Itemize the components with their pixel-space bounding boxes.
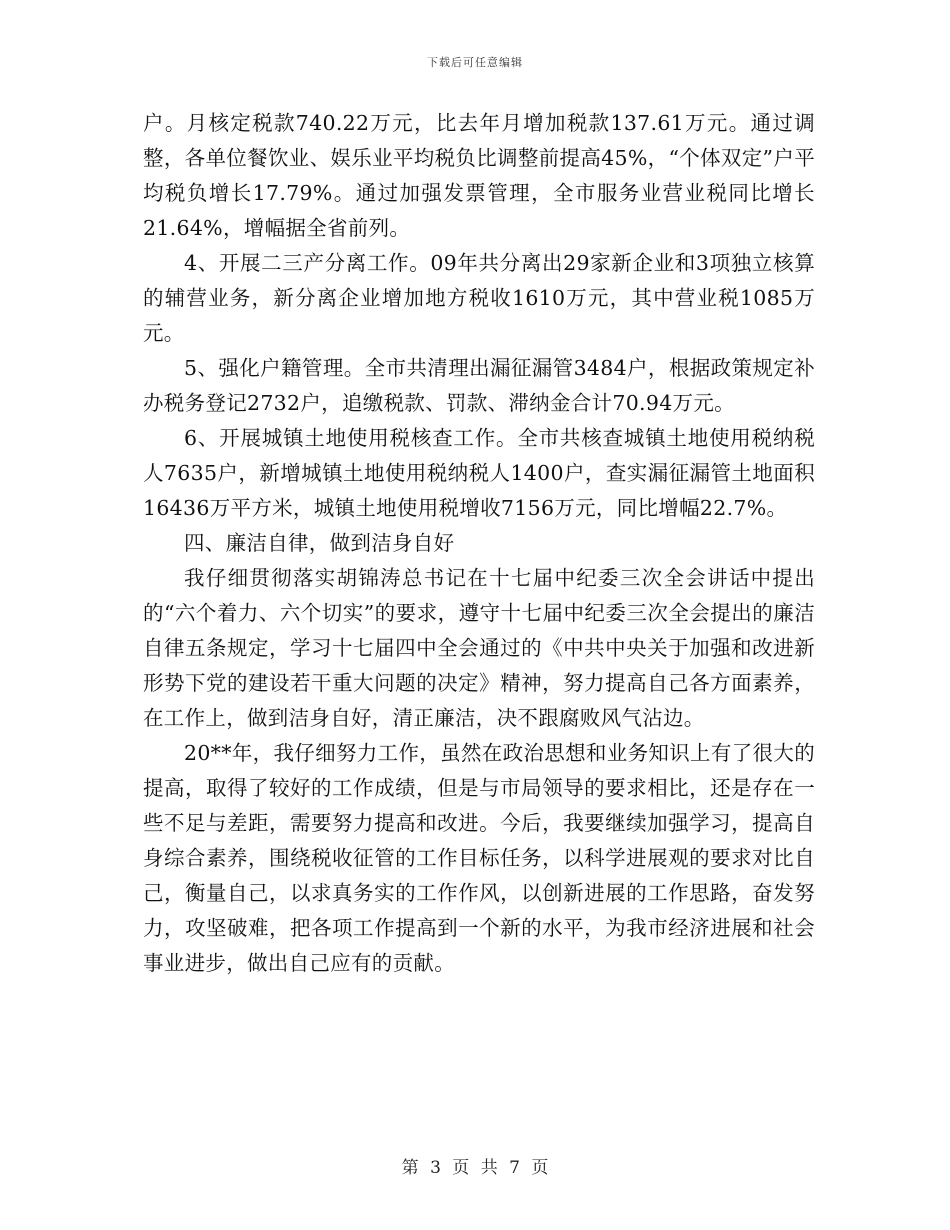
document-body — [143, 106, 815, 981]
paragraph: 6、开展城镇土地使用税核查工作。全市共核查城镇土地使用税纳税人7635户，新增城镇土地使用税纳税人1400户，查实漏征漏管土地面积16436万平方米，城镇土地使用税增收7156万元，同比增幅22.7%。 — [143, 426, 815, 520]
paragraph: 4、开展二三产分离工作。09年共分离出29家新企业和3项独立核算的辅营业务，新分离企业增加地方税收1610万元，其中营业税1085万元。 — [143, 251, 815, 345]
paragraph: 我仔细贯彻落实胡锦涛总书记在十七届中纪委三次全会讲话中提出的“六个着力、六个切实”的要求，遵守十七届中纪委三次全会提出的廉洁自律五条规定，学习十七届四中全会通过的《中共中央关于加强和改进新形势下党的建设若干重大问题的决定》精神，努力提高自己各方面素养，在工作上，做到洁身自好，清正廉洁，决不跟腐败风气沾边。 — [143, 566, 815, 730]
page-number: 第 3 页 共 7 页 — [401, 1158, 549, 1178]
paragraph: 20**年，我仔细努力工作，虽然在政治思想和业务知识上有了很大的提高，取得了较好的工作成绩，但是与市局领导的要求相比，还是存在一些不足与差距，需要努力提高和改进。今后，我要继续加强学习，提高自身综合素养，围绕税收征管的工作目标任务，以科学进展观的要求对比自己，衡量自己，以求真务实的工作作风，以创新进展的工作思路，奋发努力，攻坚破难，把各项工作提高到一个新的水平，为我市经济进展和社会事业进步，做出自己应有的贡献。 — [143, 741, 815, 975]
page-header: 下载后可任意编辑 — [427, 56, 523, 69]
paragraph: 5、强化户籍管理。全市共清理出漏征漏管3484户，根据政策规定补办税务登记2732户，追缴税款、罚款、滞纳金合计70.94万元。 — [143, 356, 815, 415]
paragraph: 户。月核定税款740.22万元，比去年月增加税款137.61万元。通过调整，各单位餐饮业、娱乐业平均税负比调整前提高45%，“个体双定”户平均税负增长17.79%。通过加强发票管理，全市服务业营业税同比增长21.64%，增幅据全省前列。 — [143, 111, 815, 240]
section-heading: 四、廉洁自律，做到洁身自好 — [184, 531, 455, 555]
